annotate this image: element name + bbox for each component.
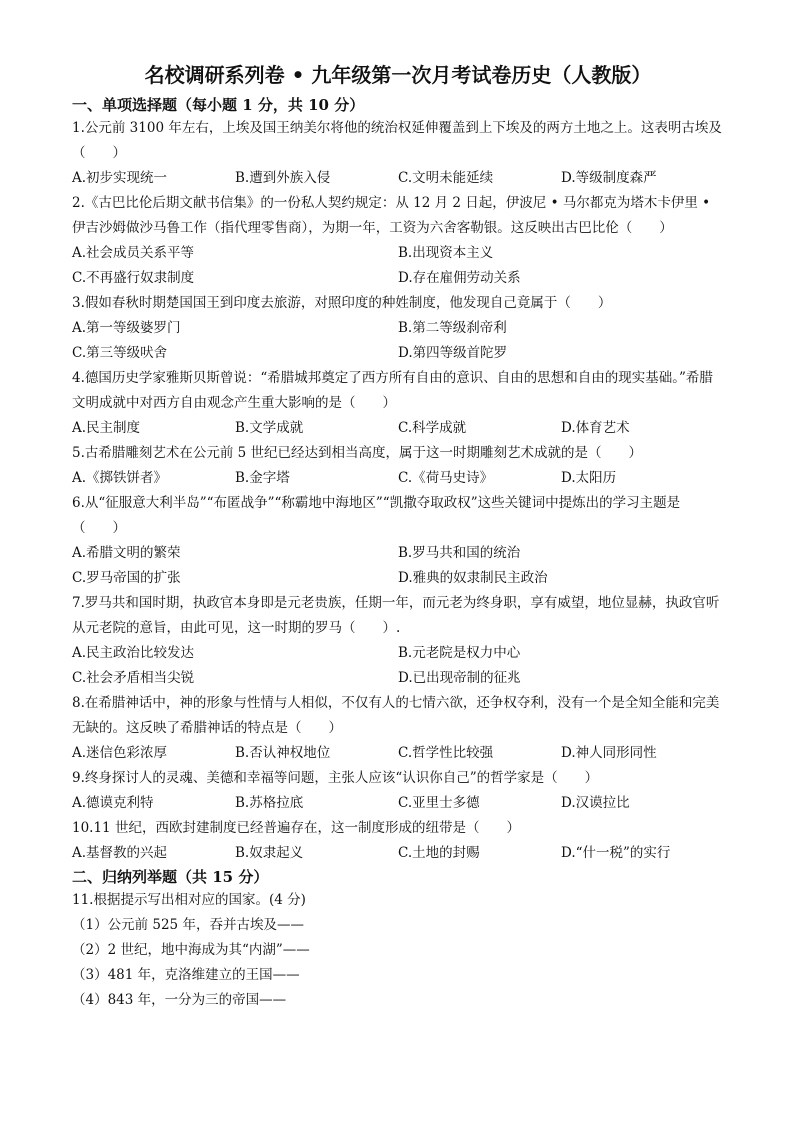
- exam-title: 名校调研系列卷 • 九年级第一次月考试卷历史（人教版）: [144, 63, 652, 87]
- question-5: [72, 441, 724, 491]
- question-stem: 2.《古巴比伦后期文献书信集》的一份私人契约规定：从 12 月 2 日起，伊波尼 • 马尔都克为塔木卡伊里 • 伊吉沙姆做沙马鲁工作（指代理零售商），为期一年，工资为六舍客勒银。这反映出古巴比伦（ ）: [72, 195, 711, 236]
- option-c: C.土地的封赐: [398, 845, 480, 861]
- option-list: [72, 541, 724, 591]
- question-stem: 4.德国历史学家雅斯贝斯曾说：“希腊城邦奠定了西方所有自由的意识、自由的思想和自由的现实基础。”希腊文明成就中对西方自由观念产生重大影响的是（ ）: [72, 370, 713, 411]
- exam-page: [72, 60, 724, 1013]
- option-a: A.德谟克利特: [72, 795, 154, 811]
- question-4: [72, 366, 724, 441]
- option-a: A.第一等级婆罗门: [72, 320, 181, 336]
- option-b: B.出现资本主义: [398, 245, 494, 261]
- option-a: A.初步实现统一: [72, 170, 168, 186]
- question-stem: 10.11 世纪，西欧封建制度已经普遍存在，这一制度形成的纽带是（ ）: [72, 820, 520, 836]
- sub-item-3: （3）481 年，克洛维建立的王国——: [72, 967, 300, 983]
- question-10: [72, 816, 724, 866]
- option-c: C.社会矛盾相当尖锐: [72, 670, 195, 686]
- option-a: A.基督教的兴起: [72, 845, 168, 861]
- option-list: [72, 316, 724, 366]
- question-6: [72, 491, 724, 591]
- option-d: D.存在雇佣劳动关系: [398, 270, 521, 286]
- option-list: [72, 791, 724, 816]
- option-a: A.民主政治比较发达: [72, 645, 195, 661]
- option-d: D.第四等级首陀罗: [398, 345, 508, 361]
- section-summary-list: [72, 866, 724, 1013]
- option-list: [72, 166, 724, 191]
- option-b: B.金字塔: [235, 470, 290, 486]
- option-c: C.科学成就: [398, 420, 467, 436]
- option-a: A.迷信色彩浓厚: [72, 745, 168, 761]
- option-b: B.第二等级刹帝利: [398, 320, 507, 336]
- sub-item-1: （1）公元前 525 年，吞并古埃及——: [72, 917, 304, 933]
- question-8: [72, 691, 724, 766]
- option-b: B.苏格拉底: [235, 795, 304, 811]
- question-stem: 11.根据提示写出相对应的国家。(4 分): [72, 892, 306, 908]
- option-d: D.神人同形同性: [561, 745, 657, 761]
- question-2: [72, 191, 724, 291]
- question-9: [72, 766, 724, 816]
- option-a: A.民主制度: [72, 420, 141, 436]
- question-1: [72, 116, 724, 191]
- option-d: D.汉谟拉比: [561, 795, 630, 811]
- option-list: [72, 841, 724, 866]
- question-stem: 5.古希腊雕刻艺术在公元前 5 世纪已经达到相当高度，属于这一时期雕刻艺术成就的是（ ）: [72, 445, 643, 461]
- question-stem: 3.假如春秋时期楚国国王到印度去旅游，对照印度的种姓制度，他发现自己竟属于（ ）: [72, 295, 612, 311]
- option-b: B.遭到外族入侵: [235, 170, 331, 186]
- question-stem: 1.公元前 3100 年左右，上埃及国王纳美尔将他的统治权延伸覆盖到上下埃及的两方土地之上。这表明古埃及（ ）: [72, 120, 722, 161]
- option-d: D.太阳历: [561, 470, 617, 486]
- option-b: B.否认神权地位: [235, 745, 331, 761]
- section-heading: 一、单项选择题（每小题 1 分，共 10 分）: [72, 96, 365, 114]
- sub-item-4: （4）843 年，一分为三的帝国——: [72, 992, 287, 1008]
- option-a: A.《掷铁饼者》: [72, 470, 168, 486]
- question-stem: 7.罗马共和国时期，执政官本身即是元老贵族，任期一年，而元老为终身职，享有威望，地位显赫，执政官听从元老院的意旨，由此可见，这一时期的罗马（ ）.: [72, 595, 720, 636]
- question-11: [72, 888, 724, 1013]
- sub-item-2: （2）2 世纪，地中海成为其“内湖”——: [72, 942, 310, 958]
- option-c: C.亚里士多德: [398, 795, 480, 811]
- section-heading: 二、归纳列举题（共 15 分）: [72, 868, 269, 886]
- option-c: C.《荷马史诗》: [398, 470, 494, 486]
- option-a: A.社会成员关系平等: [72, 245, 195, 261]
- option-d: D.雅典的奴隶制民主政治: [398, 570, 548, 586]
- question-7: [72, 591, 724, 691]
- option-d: D.体育艺术: [561, 420, 630, 436]
- option-d: D.已出现帝制的征兆: [398, 670, 521, 686]
- option-b: B.罗马共和国的统治: [398, 545, 521, 561]
- option-list: [72, 416, 724, 441]
- question-stem: 6.从“征服意大利半岛”“布匿战争”“称霸地中海地区”“凯撒夺取政权”这些关键词中提炼出的学习主题是（ ）: [72, 495, 681, 536]
- section-single-choice: [72, 94, 724, 866]
- question-stem: 9.终身探讨人的灵魂、美德和幸福等问题，主张人应该“认识你自己”的哲学家是（ ）: [72, 770, 599, 786]
- option-b: B.奴隶起义: [235, 845, 304, 861]
- option-d: D.等级制度森严: [561, 170, 657, 186]
- option-c: C.哲学性比较强: [398, 745, 494, 761]
- option-list: [72, 466, 724, 491]
- option-list: [72, 241, 724, 291]
- option-c: C.文明未能延续: [398, 170, 494, 186]
- option-list: [72, 641, 724, 691]
- option-c: C.罗马帝国的扩张: [72, 570, 181, 586]
- option-d: D.“什一税”的实行: [561, 845, 671, 861]
- option-b: B.文学成就: [235, 420, 304, 436]
- option-list: [72, 741, 724, 766]
- option-b: B.元老院是权力中心: [398, 645, 521, 661]
- question-stem: 8.在希腊神话中，神的形象与性情与人相似，不仅有人的七情六欲，还争权夺利，没有一个是全知全能和完美无缺的。这反映了希腊神话的特点是（ ）: [72, 695, 720, 736]
- option-c: C.第三等级吠舍: [72, 345, 168, 361]
- option-c: C.不再盛行奴隶制度: [72, 270, 195, 286]
- option-a: A.希腊文明的繁荣: [72, 545, 181, 561]
- question-3: [72, 291, 724, 366]
